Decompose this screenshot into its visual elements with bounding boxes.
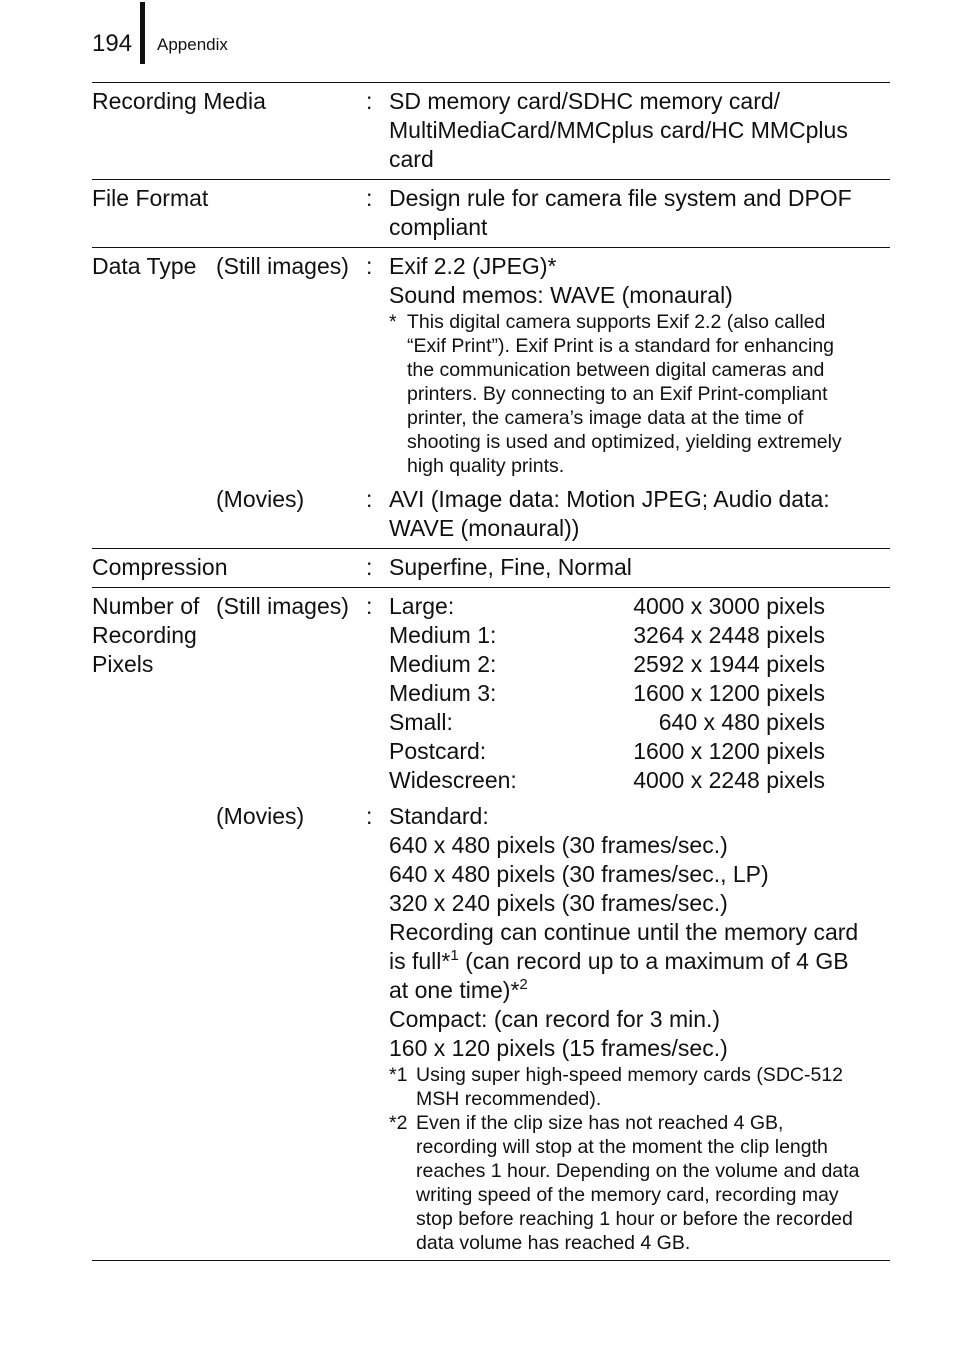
spec-label: File Format — [92, 185, 209, 211]
spec-colon: : — [366, 88, 373, 114]
label-line: Number of — [92, 593, 200, 619]
size-value: 640 x 480 pixels — [658, 709, 825, 735]
size-name: Medium 3: — [389, 680, 497, 706]
value-line: Recording can continue until the memory card — [389, 919, 859, 945]
footnote-line: printer, the camera’s image data at the time of — [407, 407, 804, 429]
spec-sublabel: (Still images) — [216, 593, 349, 619]
spec-row-compression — [92, 548, 890, 587]
size-name: Medium 1: — [389, 622, 497, 648]
size-value: 3264 x 2448 pixels — [633, 622, 825, 648]
spec-colon: : — [366, 593, 373, 619]
value-line: 320 x 240 pixels (30 frames/sec.) — [389, 890, 728, 916]
spec-colon: : — [366, 554, 373, 580]
footnote-line: Using super high-speed memory cards (SDC-512 — [416, 1064, 844, 1086]
size-value: 4000 x 3000 pixels — [633, 593, 825, 619]
spec-value — [389, 592, 890, 795]
value-line — [389, 947, 890, 976]
size-value: 1600 x 1200 pixels — [633, 680, 825, 706]
footnote — [389, 1063, 890, 1111]
header-divider-bar — [140, 2, 145, 64]
footnote-mark: *1 — [389, 1064, 408, 1086]
footnote-line: “Exif Print”). Exif Print is a standard for enhancing — [407, 335, 835, 357]
footnote-line: stop before reaching 1 hour or before the recorded — [416, 1208, 853, 1230]
footnote-mark: *2 — [389, 1112, 408, 1134]
value-line — [389, 976, 890, 1005]
spec-value — [389, 485, 890, 543]
section-name: Appendix — [157, 35, 228, 54]
footnote-line: the communication between digital cameras and — [407, 359, 825, 381]
spec-colon: : — [366, 486, 373, 512]
label-line: Pixels — [92, 651, 154, 677]
pixel-size-row — [389, 766, 890, 795]
label-line: Recording — [92, 622, 197, 648]
spec-label — [92, 592, 216, 795]
spec-label: Recording Media — [92, 88, 266, 114]
spec-row-file-format — [92, 179, 890, 247]
size-value: 4000 x 2248 pixels — [633, 767, 825, 793]
value-line: Standard: — [389, 803, 489, 829]
value-line: Design rule for camera file system and DPOF — [389, 185, 852, 211]
text-fragment: (can record up to a maximum of 4 GB — [458, 948, 849, 974]
size-value: 1600 x 1200 pixels — [633, 738, 825, 764]
spec-row-recording-pixels — [92, 587, 890, 1261]
spec-sublabel: (Still images) — [216, 253, 349, 279]
pixel-size-row — [389, 708, 890, 737]
pixel-size-row — [389, 737, 890, 766]
spec-colon: : — [366, 185, 373, 211]
spec-value — [389, 802, 890, 1255]
footnote-line: Even if the clip size has not reached 4 GB, — [416, 1112, 784, 1134]
value-line: 160 x 120 pixels (15 frames/sec.) — [389, 1035, 728, 1061]
value-line: 640 x 480 pixels (30 frames/sec., LP) — [389, 861, 769, 887]
footnote-mark: * — [389, 311, 397, 333]
spec-sublabel: (Movies) — [216, 486, 305, 512]
size-name: Medium 2: — [389, 651, 497, 677]
value-line: compliant — [389, 214, 488, 240]
footnote-line: printers. By connecting to an Exif Print-compliant — [407, 383, 828, 405]
specifications-table — [92, 82, 890, 1261]
spec-sublabel: (Movies) — [216, 803, 305, 829]
spec-label: Data Type — [92, 253, 197, 279]
footnote-line: data volume has reached 4 GB. — [416, 1232, 691, 1254]
spec-colon: : — [366, 253, 373, 279]
spec-value — [389, 184, 890, 242]
pixel-size-row — [389, 592, 890, 621]
size-name: Small: — [389, 709, 453, 735]
text-fragment: is full* — [389, 948, 451, 974]
footnote-ref: 2 — [519, 976, 528, 993]
spec-label: Compression — [92, 554, 228, 580]
value-line: Exif 2.2 (JPEG)* — [389, 253, 557, 279]
spec-row-data-type — [92, 247, 890, 548]
spec-value — [389, 252, 890, 478]
text-fragment: at one time)* — [389, 977, 520, 1003]
pixel-size-row — [389, 621, 890, 650]
value-line: 640 x 480 pixels (30 frames/sec.) — [389, 832, 728, 858]
value-line: WAVE (monaural)) — [389, 515, 580, 541]
footnote-line: MSH recommended). — [416, 1088, 602, 1110]
footnote — [389, 310, 890, 478]
size-name: Postcard: — [389, 738, 487, 764]
value-line: Compact: (can record for 3 min.) — [389, 1006, 721, 1032]
value-line: AVI (Image data: Motion JPEG; Audio data: — [389, 486, 830, 512]
size-name: Widescreen: — [389, 767, 517, 793]
spec-colon: : — [366, 803, 373, 829]
value-line: card — [389, 146, 434, 172]
size-name: Large: — [389, 593, 455, 619]
footnote-ref: 1 — [450, 947, 459, 964]
footnote-line: high quality prints. — [407, 455, 565, 477]
pixel-size-row — [389, 679, 890, 708]
footnote-line: This digital camera supports Exif 2.2 (also called — [407, 311, 826, 333]
spec-value — [389, 87, 890, 174]
footnote-line: shooting is used and optimized, yielding extremely — [407, 431, 842, 453]
spec-value: Superfine, Fine, Normal — [389, 554, 632, 580]
footnote-line: writing speed of the memory card, recording may — [416, 1184, 839, 1206]
pixel-size-row — [389, 650, 890, 679]
size-value: 2592 x 1944 pixels — [633, 651, 825, 677]
footnote-line: reaches 1 hour. Depending on the volume and data — [416, 1160, 860, 1182]
value-line: MultiMediaCard/MMCplus card/HC MMCplus — [389, 117, 848, 143]
value-line: Sound memos: WAVE (monaural) — [389, 282, 733, 308]
footnote — [389, 1111, 890, 1255]
footnote-line: recording will stop at the moment the clip length — [416, 1136, 828, 1158]
spec-row-recording-media — [92, 82, 890, 179]
value-line: SD memory card/SDHC memory card/ — [389, 88, 781, 114]
page-number: 194 — [92, 30, 133, 57]
